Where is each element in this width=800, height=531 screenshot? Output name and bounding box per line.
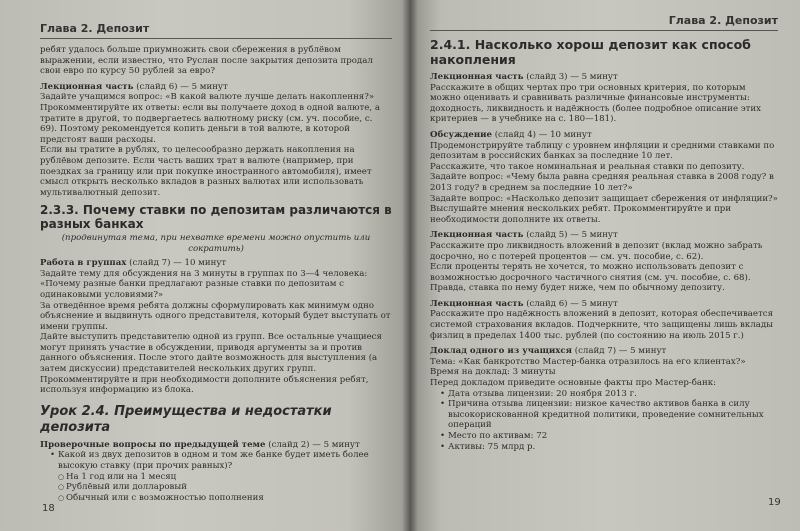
section-title: 2.4.1. Насколько хорош депозит как способ накопления <box>430 37 751 67</box>
report-duration: Время на доклад: 3 минуты <box>430 367 556 378</box>
book-spine-shadow <box>402 0 418 531</box>
group-heading <box>40 258 392 269</box>
lecture5-label: Лекционная часть <box>430 230 524 241</box>
option-list <box>40 472 392 504</box>
running-header: Глава 2. Депозит <box>430 14 778 31</box>
check-heading <box>40 440 392 451</box>
right-page-content <box>430 14 778 452</box>
section-title: 2.3.3. Почему ставки по депозитам различаются в разных банках <box>40 203 392 232</box>
discussion-text-3: Задайте вопрос: «Чему была равна средняя реальная ставка в 2008 году? в 2013 году? в среднем за последние 10 лет?» <box>430 172 774 193</box>
group-time: (слайд 7) — 10 минут <box>126 258 227 269</box>
lecture5-text: Расскажите про ликвидность вложений в депозит (вклад можно забрать досрочно, но с потерей процентов — см. уч. пособие, с. 62). <box>430 240 763 262</box>
report-theme: Тема: «Как банкротство Мастер-банка отразилось на его клиентах?» <box>430 356 746 367</box>
group-text-3: Дайте выступить представителю одной из групп. Все остальные учащиеся могут принять участие в обсуждении, приводя аргументы за и против данного объяснения. После этого дайте возможность для выступления (а затем дискуссии) представителей нескольких других групп. Прокомментируйте и при необходимости дополните объяснения ребят, используя информацию из блока. <box>40 332 382 396</box>
left-page-content <box>40 22 392 503</box>
lecture5-time: (слайд 5) — 5 минут <box>523 230 618 241</box>
fact-item: • Причина отзыва лицензии: низкое качество активов банка в силу высокорискованной кредитной политики, проведение сомнительных операций <box>440 399 778 431</box>
page-number: 18 <box>42 503 55 514</box>
lecture-text: Расскажите в общих чертах про три основных критерия, по которым можно оценивать и сравнивать различные финансовые инструменты: доходность, ликвидность и надёжность (более подробное описание этих критериев — в учебнике на с. 180—181). <box>430 82 761 125</box>
report-label: Доклад одного из учащихся <box>430 346 572 357</box>
fact-list <box>430 389 778 453</box>
lecture-label: Лекционная часть <box>40 81 134 92</box>
lecture5-text-2: Если проценты терять не хочется, то можно использовать депозит с возможностью досрочного частичного снятия (см. уч. пособие, с. 68). Правда, ставка по нему будет ниже, чем по обычному депозиту. <box>430 262 751 294</box>
option-item: ○ Обычный или с возможностью пополнения <box>58 493 392 504</box>
discussion-text-2: Расскажите, что такое номинальная и реальная ставки по депозиту. <box>430 161 745 172</box>
lecture-label: Лекционная часть <box>430 72 524 82</box>
lecture-text-2: Если вы тратите в рублях, то целесообразно держать накопления на рублёвом депозите. Если часть ваших трат в валюте (например, при поездках за границу или при покупке иностранного автомобиля), имеет смысл открыть несколько вкладов в разных валютах или использовать мультивалютный депозит. <box>40 145 372 198</box>
lesson-title: Урок 2.4. Преимущества и недостатки депозита <box>40 403 332 435</box>
discussion-text-5: Выслушайте мнения нескольких ребят. Прокомментируйте и при необходимости дополните их ответы. <box>430 204 732 225</box>
report-time: (слайд 7) — 5 минут <box>572 346 667 357</box>
group-text-2: За отведённое время ребята должны сформулировать как минимум одно объяснение и выдвинуть одного представителя, который будет выступать от имени группы. <box>40 300 391 332</box>
lecture-heading <box>40 82 392 93</box>
discussion-text-4: Задайте вопрос: «Насколько депозит защищает сбережения от инфляции?» <box>430 193 778 204</box>
report-before: Перед докладом приведите основные факты про Мастер-банк: <box>430 378 717 389</box>
section-subtitle: (продвинутая тема, при нехватке времени можно опустить или сократить) <box>61 233 371 254</box>
option-item: ○ Рублёвый или долларовый <box>58 482 392 493</box>
lecture5-heading <box>430 230 778 241</box>
lecture-heading <box>430 72 778 83</box>
paragraph-intro: ребят удалось больше приумножить свои сбережения в рублёвом выражении, если известно, что Руслан после закрытия депозита продал свои евро по курсу 50 рублей за евро? <box>40 45 373 77</box>
group-label: Работа в группах <box>40 258 127 269</box>
lecture6-time: (слайд 6) — 5 минут <box>523 298 618 309</box>
right-page <box>410 0 800 531</box>
fact-item: • Место по активам: 72 <box>440 431 778 442</box>
check-label: Проверочные вопросы по предыдущей теме <box>40 439 266 450</box>
discussion-text: Продемонстрируйте таблицу с уровнем инфляции и средними ставками по депозитам в российских банках за последние 10 лет. <box>430 140 775 162</box>
question-list <box>40 450 392 471</box>
lecture-time: (слайд 6) — 5 минут <box>133 81 228 92</box>
discussion-label: Обсуждение <box>430 129 492 140</box>
lecture6-heading <box>430 299 778 310</box>
lecture6-text: Расскажите про надёжность вложений в депозит, которая обеспечивается системой страхования вкладов. Подчеркните, что защищены лишь вклады физлиц в пределах 1400 тыс. рублей (по состоянию на июль 2015 г.) <box>430 309 773 341</box>
report-heading <box>430 346 778 357</box>
running-header: Глава 2. Депозит <box>40 22 392 39</box>
lecture-time: (слайд 3) — 5 минут <box>523 72 618 82</box>
fact-item: • Активы: 75 млрд р. <box>440 442 778 453</box>
lecture-text: Задайте учащимся вопрос: «В какой валюте лучше делать накоплення?» Прокомментируйте их ответы: если вы получаете доход в одной валюте, а тратите в другой, то подвергаетесь валютному риску (см. уч. пособие, с. 69). Поэтому рекомендуется копить деньги в той валюте, в которой предстоят ваши расходы. <box>40 92 380 145</box>
option-item: ○ На 1 год или на 1 месяц <box>58 472 392 483</box>
question-item: • Какой из двух депозитов в одном и том же банке будет иметь более высокую ставку (при прочих равных)? <box>50 450 392 471</box>
check-time: (слайд 2) — 5 минут <box>265 439 360 450</box>
group-text: Задайте тему для обсуждения на 3 минуты в группах по 3—4 человека: «Почему разные банки предлагают разные ставки по депозитам с одинаковыми условиями?» <box>40 268 368 300</box>
discussion-heading <box>430 130 778 141</box>
lecture6-label: Лекционная часть <box>430 298 524 309</box>
fact-item: • Дата отзыва лицензии: 20 ноября 2013 г. <box>440 389 778 400</box>
discussion-time: (слайд 4) — 10 минут <box>491 129 592 140</box>
page-number: 19 <box>768 497 781 508</box>
